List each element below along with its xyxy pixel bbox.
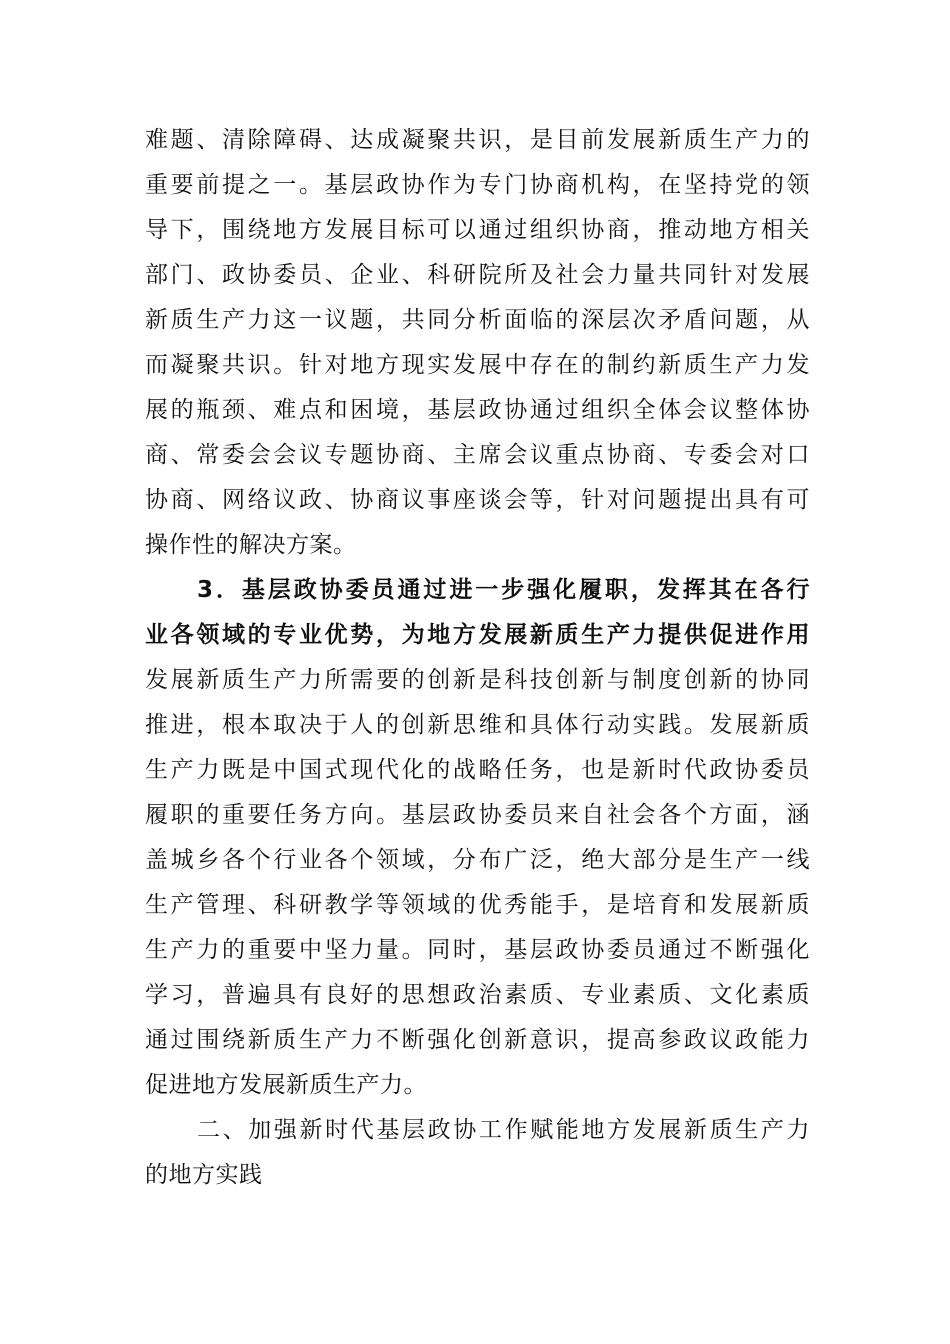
- text-line: 盖城乡各个行业各个领域，分布广泛，绝大部分是生产一线: [145, 847, 810, 873]
- section-heading: [145, 1108, 810, 1198]
- section-heading-line: 的地方实践: [145, 1162, 263, 1188]
- text-line: 履职的重要任务方向。基层政协委员来自社会各个方面，涵: [145, 802, 810, 828]
- section-heading-line: 二、加强新时代基层政协工作赋能地方发展新质生产力: [197, 1117, 810, 1143]
- subheading-line: 3．基层政协委员通过进一步强化履职，发挥其在各行: [197, 577, 810, 603]
- paragraph-committee-members: [145, 568, 810, 1108]
- text-line: 生产力的重要中坚力量。同时，基层政协委员通过不断强化: [145, 937, 810, 963]
- text-line: 部门、政协委员、企业、科研院所及社会力量共同针对发展: [145, 262, 810, 288]
- text-line: 生产力既是中国式现代化的战略任务，也是新时代政协委员: [145, 757, 810, 783]
- text-line: 促进地方发展新质生产力。: [145, 1072, 427, 1098]
- text-line: 重要前提之一。基层政协作为专门协商机构，在坚持党的领: [145, 172, 810, 198]
- text-line: 导下，围绕地方发展目标可以通过组织协商，推动地方相关: [145, 217, 810, 243]
- text-line: 而凝聚共识。针对地方现实发展中存在的制约新质生产力发: [145, 352, 810, 378]
- text-line: 通过围绕新质生产力不断强化创新意识，提高参政议政能力: [145, 1027, 810, 1053]
- text-line: 生产管理、科研教学等领域的优秀能手，是培育和发展新质: [145, 892, 810, 918]
- text-line: 展的瓶颈、难点和困境，基层政协通过组织全体会议整体协: [145, 397, 810, 423]
- text-line: 商、常委会会议专题协商、主席会议重点协商、专委会对口: [145, 442, 810, 468]
- text-line: 发展新质生产力所需要的创新是科技创新与制度创新的协同: [145, 667, 810, 693]
- paragraph-consensus: [145, 118, 810, 568]
- text-line: 推进，根本取决于人的创新思维和具体行动实践。发展新质: [145, 712, 810, 738]
- text-line: 操作性的解决方案。: [145, 532, 357, 558]
- subheading-line: 业各领域的专业优势，为地方发展新质生产力提供促进作用: [145, 622, 810, 648]
- text-line: 学习，普遍具有良好的思想政治素质、专业素质、文化素质: [145, 982, 810, 1008]
- text-line: 难题、清除障碍、达成凝聚共识，是目前发展新质生产力的: [145, 127, 810, 153]
- text-line: 协商、网络议政、协商议事座谈会等，针对问题提出具有可: [145, 487, 810, 513]
- text-line: 新质生产力这一议题，共同分析面临的深层次矛盾问题，从: [145, 307, 810, 333]
